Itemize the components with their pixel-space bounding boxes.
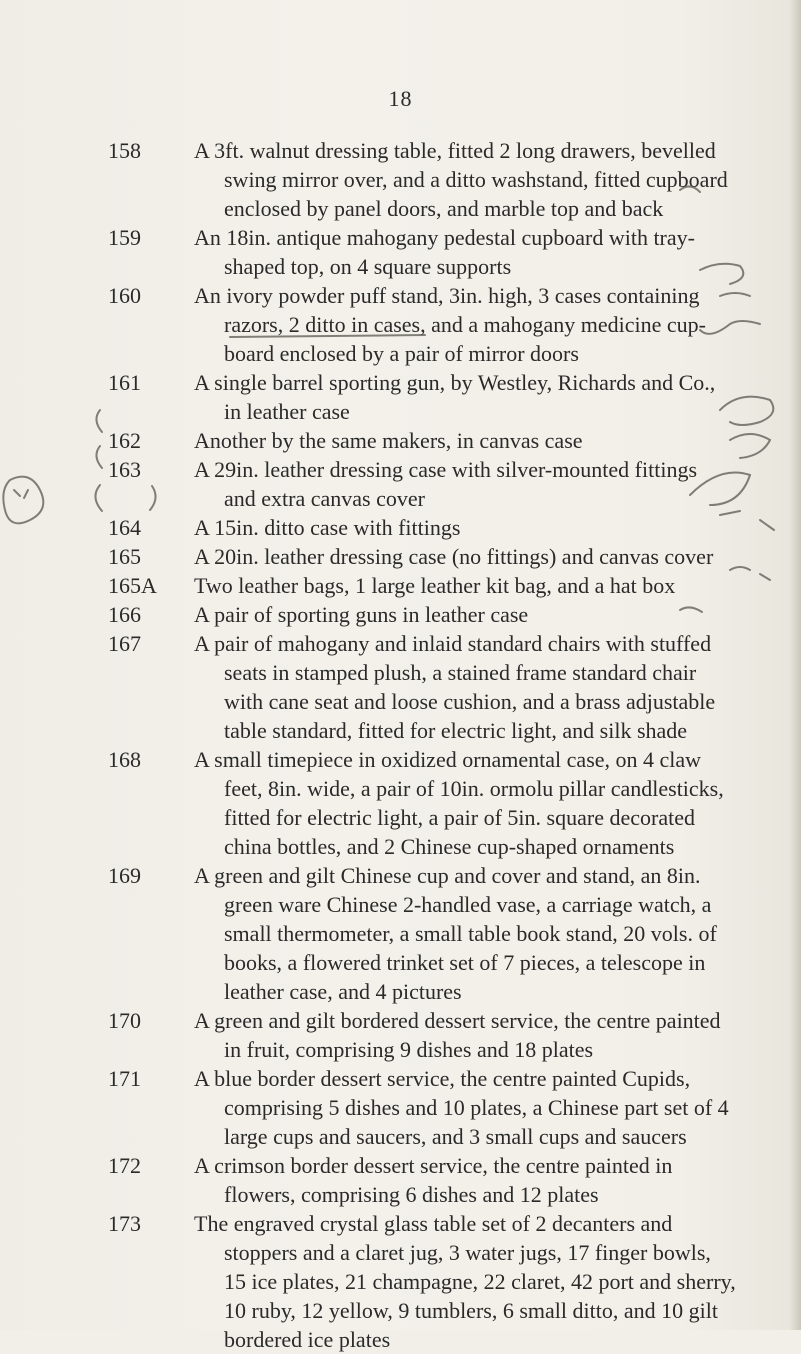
- lot-description: [194, 1064, 754, 1151]
- description-line: A blue border dessert service, the centre painted Cupids,: [194, 1066, 691, 1091]
- lot-entry: [0, 745, 801, 861]
- lot-number: 160: [108, 283, 141, 308]
- description-line: A green and gilt bordered dessert service, the centre painted: [194, 1008, 721, 1033]
- description-line: A 29in. leather dressing case with silver-mounted fittings: [194, 457, 698, 482]
- description-line: china bottles, and 2 Chinese cup-shaped ornaments: [224, 834, 675, 859]
- lot-entry: [0, 1064, 801, 1151]
- lot-entry: [0, 368, 801, 426]
- description-line: bordered ice plates: [224, 1327, 391, 1352]
- lot-entry: [0, 1006, 801, 1064]
- lot-number: 168: [108, 747, 141, 772]
- lot-number: 164: [108, 515, 141, 540]
- lot-entry: [0, 1151, 801, 1209]
- lot-entry: [0, 455, 801, 513]
- description-line: An 18in. antique mahogany pedestal cupboard with tray-: [194, 225, 695, 250]
- description-line: Two leather bags, 1 large leather kit bag, and a hat box: [194, 573, 676, 598]
- lot-number: 161: [108, 370, 141, 395]
- description-line: shaped top, on 4 square supports: [224, 254, 512, 279]
- description-line: and extra canvas cover: [224, 486, 425, 511]
- description-line: 15 ice plates, 21 champagne, 22 claret, 42 port and sherry,: [224, 1269, 736, 1294]
- description-line: fitted for electric light, a pair of 5in. square decorated: [224, 805, 695, 830]
- lot-description: [194, 281, 754, 368]
- lot-number: 165: [108, 544, 141, 569]
- lot-entry: [0, 542, 801, 571]
- lot-entry: [0, 861, 801, 1006]
- description-line: razors, 2 ditto in cases, and a mahogany medicine cup-: [224, 312, 707, 337]
- lot-description: [194, 513, 754, 542]
- lot-number: 158: [108, 138, 141, 163]
- lot-description: [194, 426, 754, 455]
- description-line: swing mirror over, and a ditto washstand, fitted cupboard: [224, 167, 728, 192]
- lot-entry: [0, 1209, 801, 1354]
- lot-description: [194, 1209, 754, 1354]
- lot-description: [194, 368, 754, 426]
- lot-number: 167: [108, 631, 141, 656]
- lot-number: 171: [108, 1066, 141, 1091]
- description-line: comprising 5 dishes and 10 plates, a Chinese part set of 4: [224, 1095, 729, 1120]
- description-line: A green and gilt Chinese cup and cover and stand, an 8in.: [194, 863, 701, 888]
- lot-description: [194, 629, 754, 745]
- description-line: seats in stamped plush, a stained frame standard chair: [224, 660, 697, 685]
- lot-description: [194, 571, 754, 600]
- description-line: A small timepiece in oxidized ornamental case, on 4 claw: [194, 747, 702, 772]
- description-line: large cups and saucers, and 3 small cups and saucers: [224, 1124, 687, 1149]
- lot-description: [194, 745, 754, 861]
- description-line: stoppers and a claret jug, 3 water jugs, 17 finger bowls,: [224, 1240, 711, 1265]
- lot-entry: [0, 426, 801, 455]
- page-number: 18: [388, 86, 413, 111]
- description-line: A pair of mahogany and inlaid standard chairs with stuffed: [194, 631, 712, 656]
- lot-description: [194, 1151, 754, 1209]
- description-line: table standard, fitted for electric light, and silk shade: [224, 718, 688, 743]
- description-line: board enclosed by a pair of mirror doors: [224, 341, 579, 366]
- lot-number: 170: [108, 1008, 141, 1033]
- description-line: feet, 8in. wide, a pair of 10in. ormolu pillar candlesticks,: [224, 776, 724, 801]
- lot-number: 173: [108, 1211, 141, 1236]
- lot-number: 159: [108, 225, 141, 250]
- lot-number: 166: [108, 602, 141, 627]
- description-line: with cane seat and loose cushion, and a brass adjustable: [224, 689, 716, 714]
- lot-description: [194, 136, 754, 223]
- lot-number: 163: [108, 457, 141, 482]
- lot-description: [194, 455, 754, 513]
- description-line: A 15in. ditto case with fittings: [194, 515, 461, 540]
- description-line: leather case, and 4 pictures: [224, 979, 462, 1004]
- description-line: in fruit, comprising 9 dishes and 18 plates: [224, 1037, 594, 1062]
- lot-description: [194, 1006, 754, 1064]
- lot-list: [0, 136, 801, 1354]
- lot-entry: [0, 629, 801, 745]
- description-line: A 3ft. walnut dressing table, fitted 2 long drawers, bevelled: [194, 138, 716, 163]
- description-line: enclosed by panel doors, and marble top and back: [224, 196, 664, 221]
- lot-number: 165A: [108, 573, 157, 598]
- lot-description: [194, 542, 754, 571]
- lot-entry: [0, 281, 801, 368]
- lot-entry: [0, 136, 801, 223]
- lot-number: 172: [108, 1153, 141, 1178]
- lot-entry: [0, 223, 801, 281]
- description-line: The engraved crystal glass table set of 2 decanters and: [194, 1211, 673, 1236]
- lot-entry: [0, 600, 801, 629]
- description-line: Another by the same makers, in canvas case: [194, 428, 583, 453]
- lot-entry: [0, 571, 801, 600]
- description-line: 10 ruby, 12 yellow, 9 tumblers, 6 small ditto, and 10 gilt: [224, 1298, 718, 1323]
- description-line: A crimson border dessert service, the centre painted in: [194, 1153, 673, 1178]
- lot-description: [194, 861, 754, 1006]
- description-line: books, a flowered trinket set of 7 pieces, a telescope in: [224, 950, 706, 975]
- description-line: green ware Chinese 2-handled vase, a carriage watch, a: [224, 892, 712, 917]
- description-line: small thermometer, a small table book stand, 20 vols. of: [224, 921, 717, 946]
- description-line: flowers, comprising 6 dishes and 12 plates: [224, 1182, 599, 1207]
- description-line: A single barrel sporting gun, by Westley, Richards and Co.,: [194, 370, 716, 395]
- lot-entry: [0, 513, 801, 542]
- description-line: A pair of sporting guns in leather case: [194, 602, 529, 627]
- lot-description: [194, 223, 754, 281]
- description-line: in leather case: [224, 399, 350, 424]
- lot-number: 169: [108, 863, 141, 888]
- description-line: An ivory powder puff stand, 3in. high, 3 cases containing: [194, 283, 700, 308]
- page-edge-shadow: [789, 0, 801, 1330]
- lot-number: 162: [108, 428, 141, 453]
- lot-description: [194, 600, 754, 629]
- description-line: A 20in. leather dressing case (no fittings) and canvas cover: [194, 544, 714, 569]
